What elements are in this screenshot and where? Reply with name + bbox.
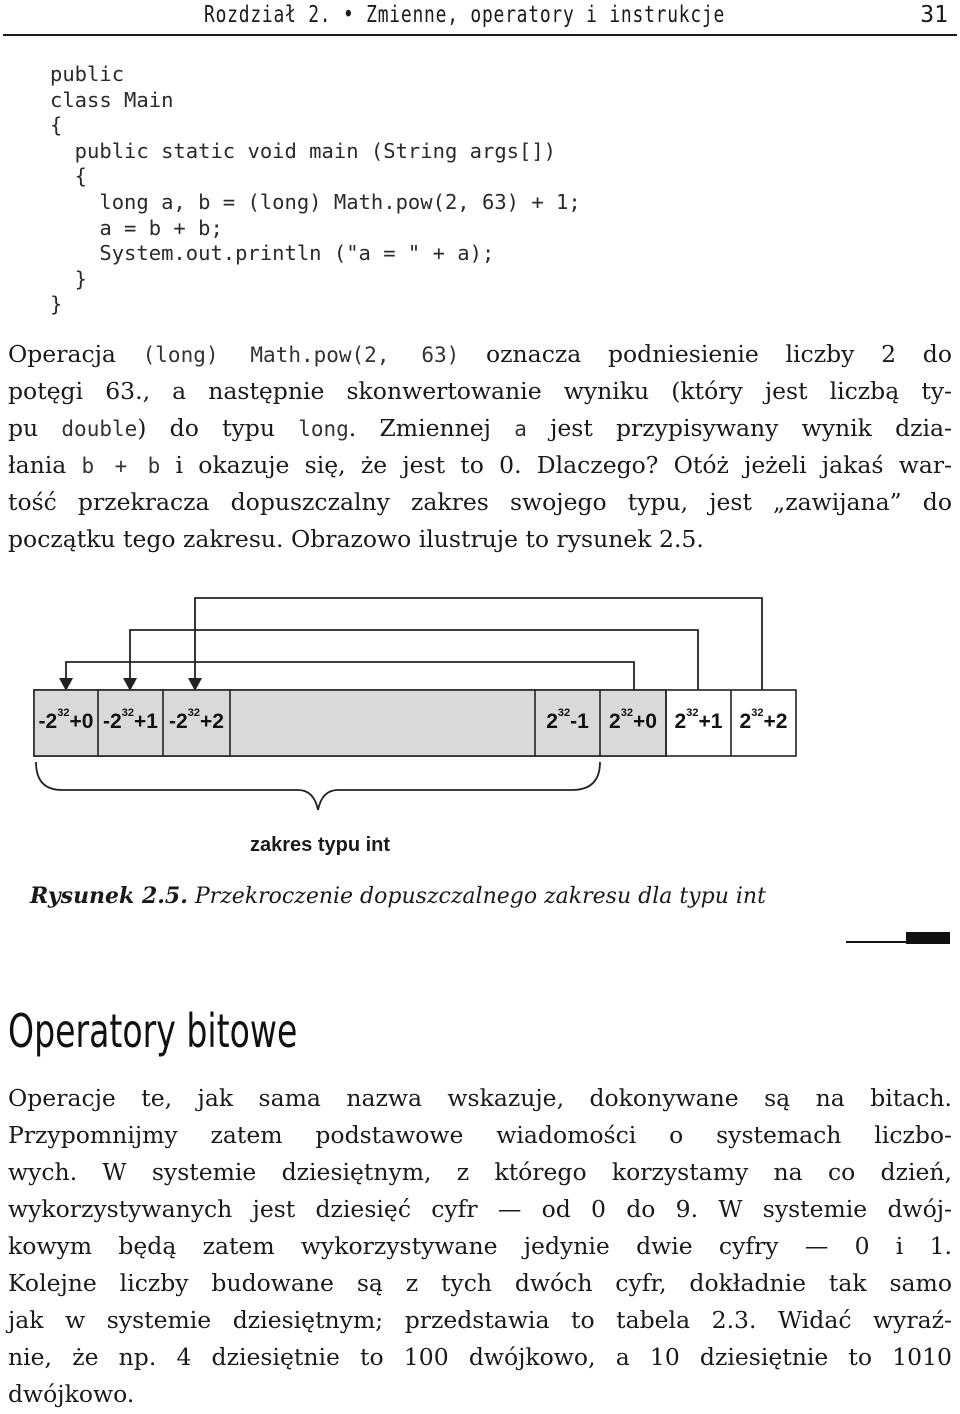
paragraph-line: Operacja (long) Math.pow(2, 63) oznacza podniesienie liczby 2 do — [8, 340, 952, 368]
header-rule — [3, 34, 957, 36]
code-line: long a, b = (long) Math.pow(2, 63) + 1; — [50, 189, 581, 214]
code-line: { — [50, 113, 63, 138]
paragraph-line: kowym będą zatem wykorzystywane jedynie dwie cyfry — 0 i 1. — [8, 1232, 952, 1260]
paragraph-line: Przypomnijmy zatem podstawowe wiadomości o systemach liczbo- — [8, 1121, 952, 1149]
page-header — [0, 0, 960, 36]
page-number: 31 — [920, 2, 948, 28]
paragraph-line: tość przekracza dopuszczalny zakres swojego typu, jest „zawijana” do — [8, 488, 952, 516]
inline-code: long — [298, 417, 349, 441]
inline-code: a — [514, 417, 527, 441]
code-line: public — [50, 62, 125, 86]
cell-min-plus-1: $-2^{32}+1$ — [103, 707, 158, 733]
code-line: { — [50, 164, 88, 189]
code-line: } — [50, 266, 88, 291]
arrow-head-icon — [188, 678, 202, 691]
inline-code: (long) Math.pow(2, 63) — [142, 343, 460, 367]
paragraph-line: wych. W systemie dziesiętnym, z którego korzystamy na co dzień, — [8, 1158, 952, 1186]
paragraph-line: Operacje te, jak sama nazwa wskazuje, dokonywane są na bitach. — [8, 1084, 952, 1112]
paragraph-line: nie, że np. 4 dziesiętnie to 100 dwójkowo, a 10 dziesiętnie to 1010 — [8, 1343, 952, 1371]
overflow-figure — [0, 590, 960, 870]
arrow-head-icon — [59, 678, 73, 691]
range-brace — [36, 762, 600, 810]
code-line: } — [50, 292, 63, 317]
cell-min-plus-2: $-2^{32}+2$ — [169, 707, 224, 733]
figure-caption — [30, 883, 766, 909]
code-line: a = b + b; — [50, 215, 223, 240]
arrow-head-icon — [123, 678, 137, 691]
caption-text: Przekroczenie dopuszczalnego zakresu dla typu int — [187, 884, 766, 909]
wrap-arrow-line — [195, 598, 762, 690]
paragraph-line: początku tego zakresu. Obrazowo ilustruje to rysunek 2.5. — [8, 525, 704, 553]
inline-code: b + b — [81, 454, 161, 478]
code-line: public static void main (String args[]) — [50, 138, 557, 163]
cell-overflow-2: $2^{32}+2$ — [739, 707, 788, 733]
paragraph-line: Kolejne liczby budowane są z tych dwóch cyfr, dokładnie tak samo — [8, 1269, 952, 1297]
range-label: zakres typu int — [250, 834, 391, 856]
cell-overflow-1: $2^{32}+1$ — [674, 707, 723, 733]
body-paragraph — [8, 1080, 952, 1413]
wrap-arrow-line — [130, 630, 698, 690]
cell-min-plus-0: $-2^{32}+0$ — [38, 707, 94, 733]
paragraph-line: pu double) do typu long. Zmiennej a jest przypisywany wynik dzia- — [8, 414, 952, 442]
section-divider-ornament — [846, 930, 950, 944]
inline-code: double — [61, 417, 138, 441]
paragraph-line: potęgi 63., a następnie skonwertowanie wyniku (który jest liczbą ty- — [8, 377, 952, 405]
paragraph-line: łania b + b i okazuje się, że jest to 0. Dlaczego? Otóż jeżeli jakaś war- — [8, 451, 953, 479]
paragraph-line: jak w systemie dziesiętnym; przedstawia to tabela 2.3. Widać wyraź- — [8, 1306, 952, 1334]
wrap-arrow-line — [66, 662, 634, 690]
paragraph-line: wykorzystywanych jest dziesięć cyfr — od 0 do 9. W systemie dwój- — [8, 1195, 952, 1223]
section-heading: Operatory bitowe — [8, 1004, 298, 1058]
code-line: class Main — [50, 87, 174, 112]
paragraph-line: dwójkowo. — [8, 1380, 135, 1408]
cell-max: $2^{32}-1$ — [546, 707, 589, 733]
code-listing — [50, 62, 581, 318]
caption-label: Rysunek 2.5. — [30, 883, 188, 909]
explanation-paragraph — [8, 336, 952, 558]
code-line: System.out.println ("a = " + a); — [50, 241, 495, 266]
cell-overflow-0: $2^{32}+0$ — [609, 707, 657, 733]
chapter-title: Rozdział 2. • Zmienne, operatory i instrukcje — [204, 2, 726, 28]
